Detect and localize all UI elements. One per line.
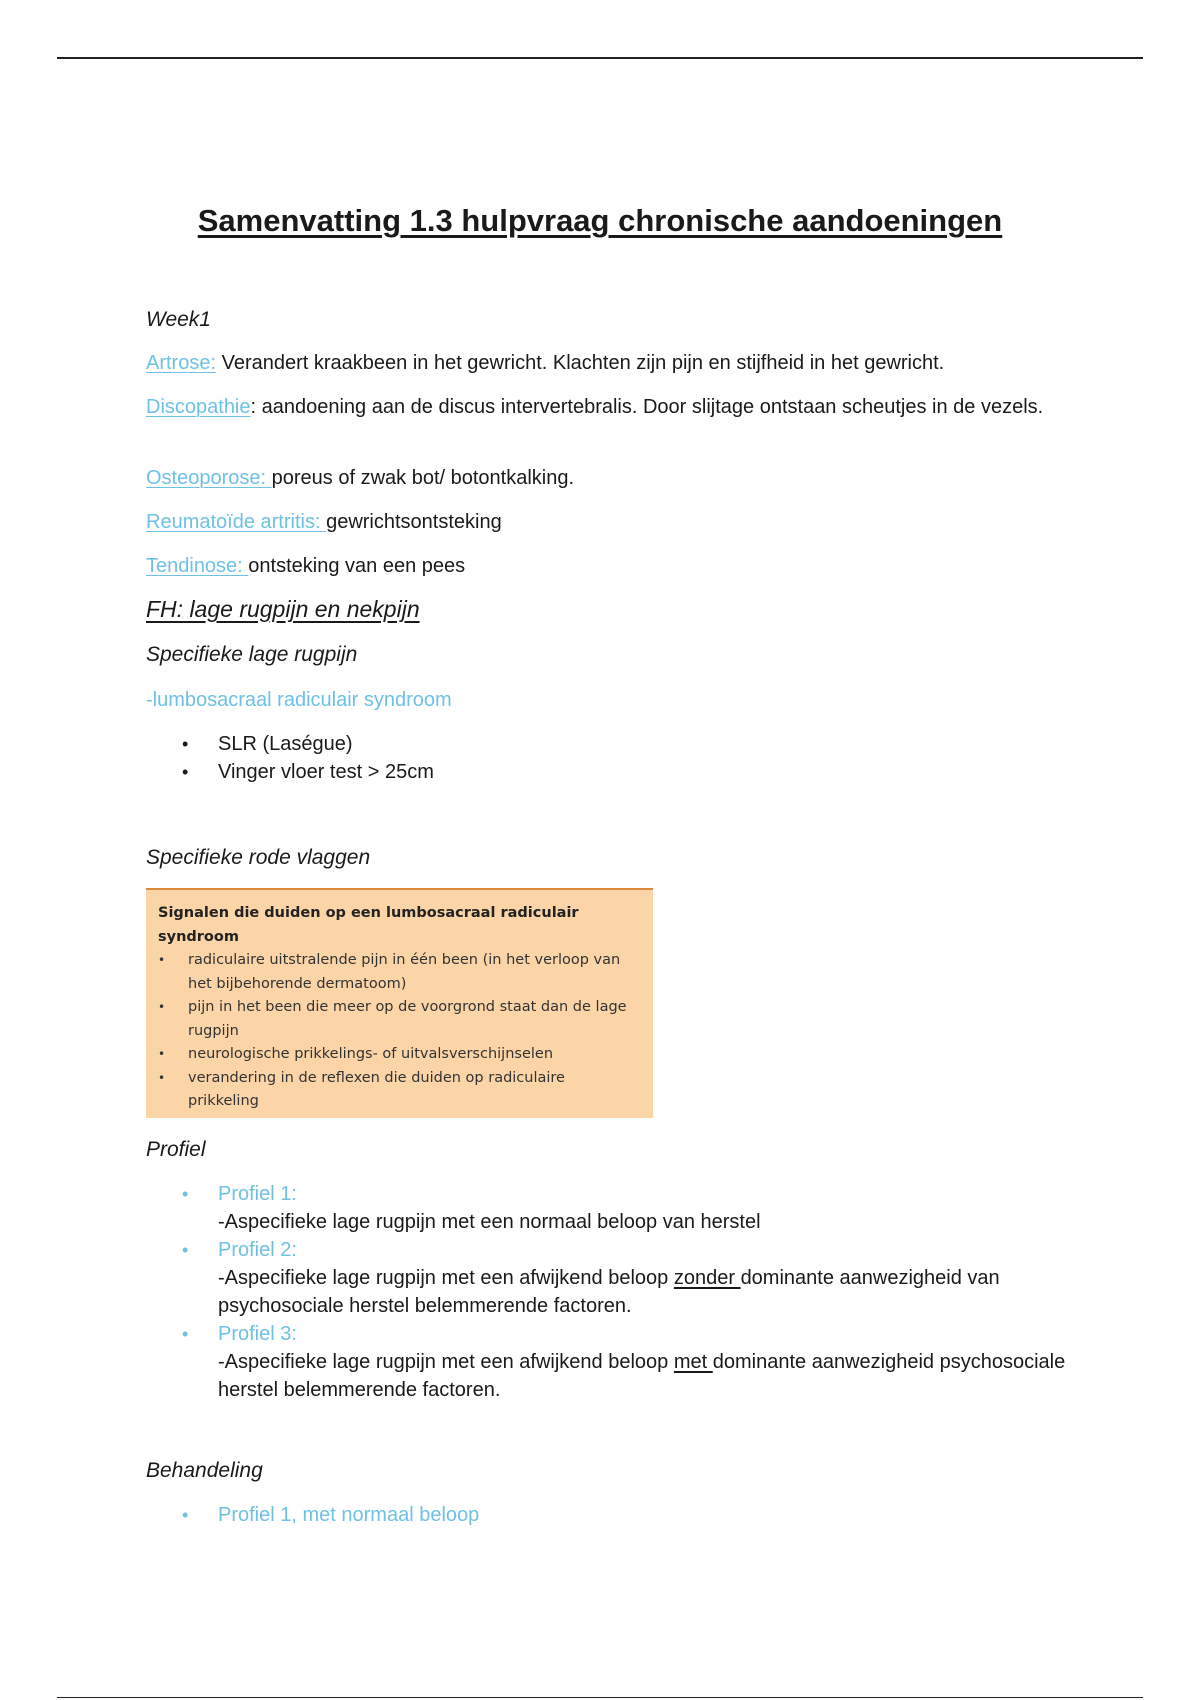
list-item: • SLR (Laségue): [146, 730, 1066, 758]
profile-emphasis: zonder: [673, 1267, 741, 1289]
definition-text: Verandert kraakbeen in het gewricht. Klachten zijn pijn en stijfheid in het gewricht.: [216, 352, 945, 374]
syndrome-label: -lumbosacraal radiculair syndroom: [146, 689, 452, 711]
definition-osteoporose: [146, 464, 1066, 492]
tests-list: [146, 730, 1066, 786]
list-item: • Profiel 1, met normaal beloop: [146, 1501, 1066, 1529]
definition-text: gewrichtsontsteking: [326, 511, 502, 533]
profile-emphasis: met: [673, 1351, 713, 1373]
list-item: • neurologische prikkelings- of uitvalsverschijnselen: [158, 1043, 639, 1067]
bullet-icon: •: [182, 762, 189, 782]
bullet-icon: •: [182, 1184, 189, 1204]
definition-text: : aandoening aan de discus intervertebralis. Door slijtage ontstaan scheutjes in de vezels.: [250, 396, 1044, 418]
specific-heading: Specifieke lage rugpijn: [146, 643, 358, 666]
bottom-rule: [57, 1697, 1143, 1698]
box-heading: Signalen die duiden op een lumbosacraal radiculair syndroom: [158, 905, 579, 945]
bullet-icon: •: [182, 734, 189, 754]
profile-text: -Aspecifieke lage rugpijn met een afwijkend beloop: [218, 1351, 674, 1373]
profiel-heading: Profiel: [146, 1138, 206, 1161]
box-list: [158, 949, 639, 1114]
red-flags-heading: Specifieke rode vlaggen: [146, 846, 371, 869]
list-item: • verandering in de reflexen die duiden op radiculaire prikkeling: [158, 1067, 639, 1114]
bullet-icon: •: [182, 1324, 189, 1344]
fh-heading: FH: lage rugpijn en nekpijn: [146, 596, 420, 622]
profile-label: Profiel 1:: [218, 1183, 297, 1205]
list-item: • Vinger vloer test > 25cm: [146, 758, 1066, 786]
behandeling-list: [146, 1501, 1066, 1529]
bullet-icon: •: [182, 1240, 189, 1260]
profiles-list: [146, 1180, 1066, 1404]
profile-text: -Aspecifieke lage rugpijn met een afwijkend beloop: [218, 1267, 674, 1289]
definition-term: Discopathie: [146, 396, 251, 418]
definition-tendinose: [146, 552, 1066, 580]
profile-text: -Aspecifieke lage rugpijn met een normaal beloop van herstel: [218, 1211, 761, 1233]
behandeling-heading: Behandeling: [146, 1459, 263, 1482]
red-flags-box: [146, 888, 653, 1118]
profile-label: Profiel 3:: [218, 1323, 297, 1345]
top-rule: [57, 57, 1143, 59]
list-item: [146, 1320, 1066, 1404]
definition-text: ontsteking van een pees: [248, 555, 466, 577]
list-item: • radiculaire uitstralende pijn in één been (in het verloop van het bijbehorende dermatoom): [158, 949, 639, 996]
profile-text: dominante aanwezigheid van psychosociale herstel belemmerende factoren.: [218, 1267, 1000, 1317]
definition-reumatoide-artritis: [146, 508, 1066, 536]
week-heading: Week1: [146, 308, 211, 331]
list-item: [146, 1180, 1066, 1236]
definition-term: Reumatoïde artritis:: [146, 511, 327, 533]
definition-term: Osteoporose:: [146, 467, 272, 489]
bullet-icon: •: [182, 1505, 189, 1525]
definition-term: Tendinose:: [146, 555, 249, 577]
definition-text: poreus of zwak bot/ botontkalking.: [271, 467, 575, 489]
definition-term: Artrose:: [146, 352, 217, 374]
list-item: [146, 1236, 1066, 1320]
profile-label: Profiel 2:: [218, 1239, 297, 1261]
definition-discopathie: [146, 393, 1066, 421]
page-title: Samenvatting 1.3 hulpvraag chronische aandoeningen: [197, 203, 1003, 238]
list-item: • pijn in het been die meer op de voorgrond staat dan de lage rugpijn: [158, 996, 639, 1043]
definition-artrose: [146, 349, 1066, 377]
profile-text: dominante aanwezigheid psychosociale herstel belemmerende factoren.: [218, 1351, 1066, 1401]
